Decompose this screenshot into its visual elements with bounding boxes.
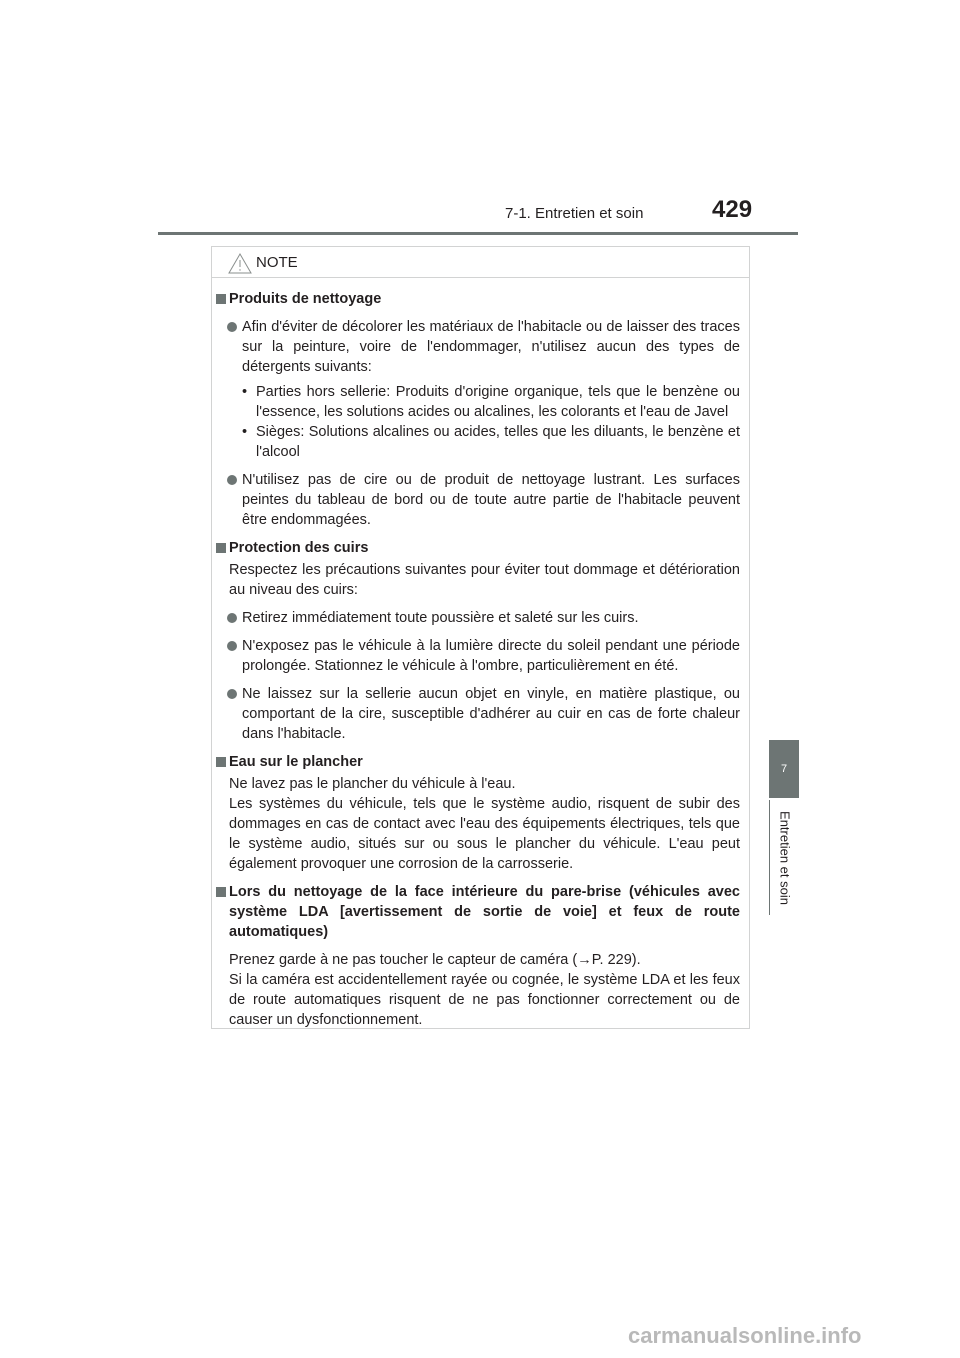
paragraph-eau-1: Ne lavez pas le plancher du véhicule à l'eau. xyxy=(229,776,516,792)
page-number: 429 xyxy=(712,196,753,223)
note-box xyxy=(211,246,750,1029)
bullet-produits-2: N'utilisez pas de cire ou de produit de nettoyage lustrant. Les surfaces peintes du tableau de bord ou de toute autre partie de l'habitacle peuvent être endommagées. xyxy=(212,470,740,530)
paragraph-parebrise-1: Prenez garde à ne pas toucher le capteur de caméra (→P. 229). xyxy=(229,952,641,968)
paragraph-cuirs-intro: Respectez les précautions suivantes pour éviter tout dommage et détérioration au niveau des cuirs: xyxy=(229,562,740,598)
note-title: NOTE xyxy=(256,254,298,271)
side-rule xyxy=(769,800,770,915)
paragraph-parebrise xyxy=(212,950,740,1030)
bullet-cuirs-1: Retirez immédiatement toute poussière et saleté sur les cuirs. xyxy=(212,608,740,628)
paragraph-eau-2: Les systèmes du véhicule, tels que le système audio, risquent de subir des dommages en cas de contact avec l'eau des équipements électriques, tels que le système audio, situés sur ou sous le plancher du véhicule. L'eau peut également provoquer une corrosion de la carrosserie. xyxy=(229,796,740,872)
section-title-parebrise: Lors du nettoyage de la face intérieure du pare-brise (véhicules avec système LDA [avertissement de sortie de voie] et feux de route automatiques) xyxy=(212,882,740,942)
bullet-cuirs-2: N'exposez pas le véhicule à la lumière directe du soleil pendant une période prolongée. Stationnez le véhicule à l'ombre, particulièrement en été. xyxy=(212,636,740,676)
warning-triangle-icon xyxy=(228,253,252,274)
header-section-title: 7-1. Entretien et soin xyxy=(505,205,644,222)
chapter-tab[interactable]: 7 xyxy=(769,740,799,798)
note-body xyxy=(212,289,749,1038)
watermark: carmanualsonline.info xyxy=(628,1323,862,1348)
paragraph-parebrise-2: Si la caméra est accidentellement rayée ou cognée, le système LDA et les feux de route automatiques risquent de ne pas fonctionner correctement ou de causer un dysfonctionnement. xyxy=(229,972,740,1028)
paragraph-eau xyxy=(212,774,740,874)
section-title-produits: Produits de nettoyage xyxy=(212,289,749,309)
chapter-side-label-text: Entretien et soin xyxy=(777,810,793,905)
sub-item-produits-2: • Sièges: Solutions alcalines ou acides, telles que les diluants, le benzène et l'alcool xyxy=(212,422,740,462)
section-title-eau: Eau sur le plancher xyxy=(212,752,749,772)
note-header xyxy=(212,247,749,278)
bullet-cuirs-3: Ne laissez sur la sellerie aucun objet en vinyle, en matière plastique, ou comportant de la cire, susceptible d'adhérer au cuir en cas de forte chaleur dans l'habitacle. xyxy=(212,684,740,744)
sub-item-produits-1: • Parties hors sellerie: Produits d'origine organique, tels que le benzène ou l'essence, les solutions acides ou alcalines, les colorants et l'eau de Javel xyxy=(212,382,740,422)
bullet-produits-1: Afin d'éviter de décolorer les matériaux de l'habitacle ou de laisser des traces sur la peinture, voire de l'endommager, n'utilisez aucun des types de détergents suivants: xyxy=(212,317,740,377)
section-title-cuirs: Protection des cuirs xyxy=(212,538,749,558)
sub-list-produits xyxy=(212,382,749,462)
header-rule xyxy=(158,232,798,235)
chapter-side-label xyxy=(773,800,797,915)
